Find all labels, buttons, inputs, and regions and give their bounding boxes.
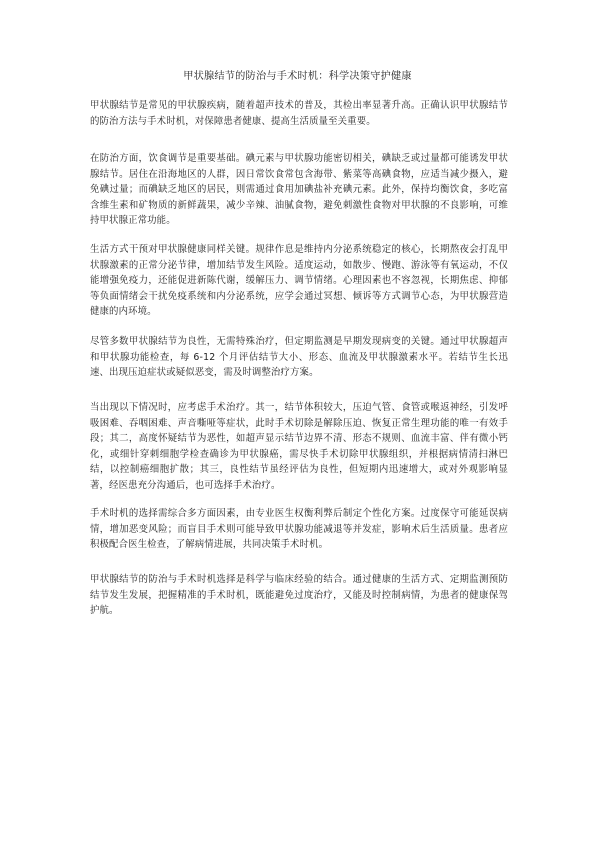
paragraph-surgery-timing: 手术时机的选择需综合多方面因素，由专业医生权衡利弊后制定个性化方案。过度保守可能延误病情，增加恶变风险；而盲目手术则可能导致甲状腺功能减退等并发症，影响术后生活质量。患者应积极配合医生检查，了解病情进展，共同决策手术时机。 bbox=[90, 508, 508, 551]
paragraph-lifestyle: 生活方式干预对甲状腺健康同样关键。规律作息是维持内分泌系统稳定的核心，长期熬夜会打乱甲状腺激素的正常分泌节律，增加结节发生风险。适度运动，如散步、慢跑、游泳等有氧运动，不仅能增强免疫力，还能促进新陈代谢，缓解压力、调节情绪。心理因素也不容忽视，长期焦虑、抑郁等负面情绪会干扰免疫系统和内分泌系统，应学会通过冥想、倾诉等方式调节心态，为甲状腺营造健康的内环境。 bbox=[90, 244, 508, 318]
paragraph-monitoring: 尽管多数甲状腺结节为良性，无需特殊治疗，但定期监测是早期发现病变的关键。通过甲状腺超声和甲状腺功能检查，每 6-12 个月评估结节大小、形态、血流及甲状腺激素水平。若结节生长迅速、出现压迫症状或疑似恶变，需及时调整治疗方案。 bbox=[90, 336, 508, 379]
paragraph-surgery-indications: 当出现以下情况时，应考虑手术治疗。其一，结节体积较大，压迫气管、食管或喉返神经，引发呼吸困难、吞咽困难、声音嘶哑等症状，此时手术切除是解除压迫、恢复正常生理功能的唯一有效手段；其二，高度怀疑结节为恶性，如超声显示结节边界不清、形态不规则、血流丰富、伴有微小钙化，或细针穿刺细胞学检查确诊为甲状腺癌，需尽快手术切除甲状腺组织，并根据病情清扫淋巴结，以控制癌细胞扩散；其三，良性结节虽经评估为良性，但短期内迅速增大，或对外观影响显著，经医患充分沟通后，也可选择手术治疗。 bbox=[90, 402, 508, 491]
paragraph-conclusion: 甲状腺结节的防治与手术时机选择是科学与临床经验的结合。通过健康的生活方式、定期监测预防结节发生发展，把握精准的手术时机，既能避免过度治疗，又能及时控制病情，为患者的健康保驾护航。 bbox=[90, 574, 508, 617]
paragraph-diet: 在防治方面，饮食调节是重要基础。碘元素与甲状腺功能密切相关，碘缺乏或过量都可能诱发甲状腺结节。居住在沿海地区的人群，因日常饮食常包含海带、紫菜等高碘食物，应适当减少摄入，避免碘过量；而碘缺乏地区的居民，则需通过食用加碘盐补充碘元素。此外，保持均衡饮食，多吃富含维生素和矿物质的新鲜蔬果，减少辛辣、油腻食物，避免刺激性食物对甲状腺的不良影响，可维持甲状腺正常功能。 bbox=[90, 153, 508, 227]
document-title: 甲状腺结节的防治与手术时机：科学决策守护健康 bbox=[183, 71, 412, 82]
paragraph-intro: 甲状腺结节是常见的甲状腺疾病，随着超声技术的普及，其检出率显著升高。正确认识甲状腺结节的防治方法与手术时机，对保障患者健康、提高生活质量至关重要。 bbox=[90, 100, 508, 127]
